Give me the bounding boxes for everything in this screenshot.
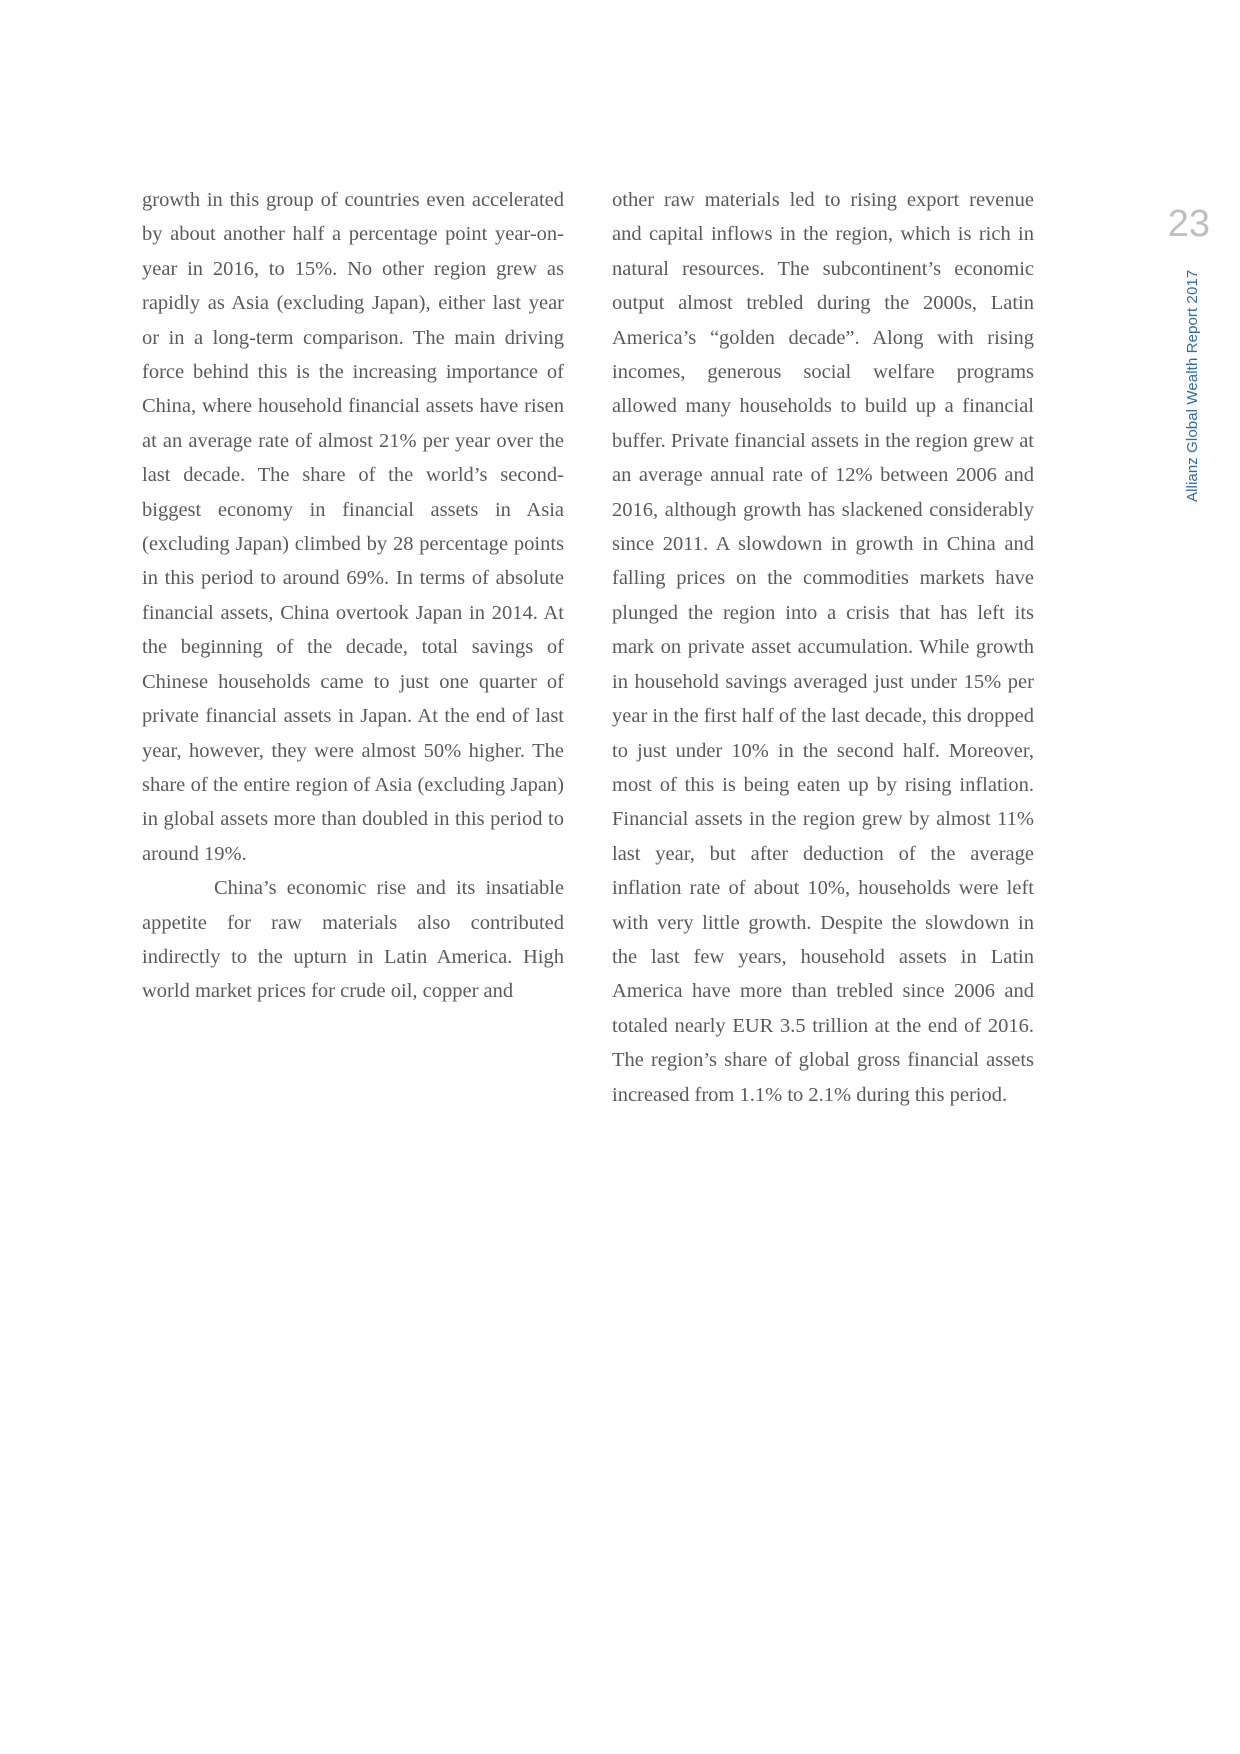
running-head: Allianz Global Wealth Report 2017 xyxy=(1184,269,1201,502)
page-number: 23 xyxy=(1167,203,1210,245)
right-text-column xyxy=(612,183,1034,1112)
body-paragraph: other raw materials led to rising export revenue and capital inflows in the region, which is rich in natural resources. The subcontinent’s economic output almost trebled during the 2000s, Latin America’s “golden decade”. Along with rising incomes, generous social welfare programs allowed many households to build up a financial buffer. Private financial assets in the region grew at an average annual rate of 12% between 2006 and 2016, although growth has slackened considerably since 2011. A slowdown in growth in China and falling prices on the commodities markets have plunged the region into a crisis that has left its mark on private asset accumulation. While growth in household savings averaged just under 15% per year in the first half of the last decade, this dropped to just under 10% in the second half. Moreover, most of this is being eaten up by rising inflation. Financial assets in the region grew by almost 11% last year, but after deduction of the average inflation rate of about 10%, households were left with very little growth. Despite the slowdown in the last few years, household assets in Latin America have more than trebled since 2006 and totaled nearly EUR 3.5 trillion at the end of 2016. The region’s share of global gross financial assets increased from 1.1% to 2.1% during this period. xyxy=(612,189,1034,1106)
left-text-column xyxy=(142,183,564,1009)
body-paragraph: China’s economic rise and its insatiable appetite for raw materials also contributed indirectly to the upturn in Latin America. High world market prices for crude oil, copper and xyxy=(142,877,564,1003)
body-paragraph: growth in this group of countries even accelerated by about another half a percentage point year-on-year in 2016, to 15%. No other region grew as rapidly as Asia (excluding Japan), either last year or in a long-term comparison. The main driving force behind this is the increasing importance of China, where household financial assets have risen at an average rate of almost 21% per year over the last decade. The share of the world’s second-biggest economy in financial assets in Asia (excluding Japan) climbed by 28 percentage points in this period to around 69%. In terms of absolute financial assets, China overtook Japan in 2014. At the beginning of the decade, total savings of Chinese households came to just one quarter of private financial assets in Japan. At the end of last year, however, they were almost 50% higher. The share of the entire region of Asia (excluding Japan) in global assets more than doubled in this period to around 19%. xyxy=(142,189,564,865)
